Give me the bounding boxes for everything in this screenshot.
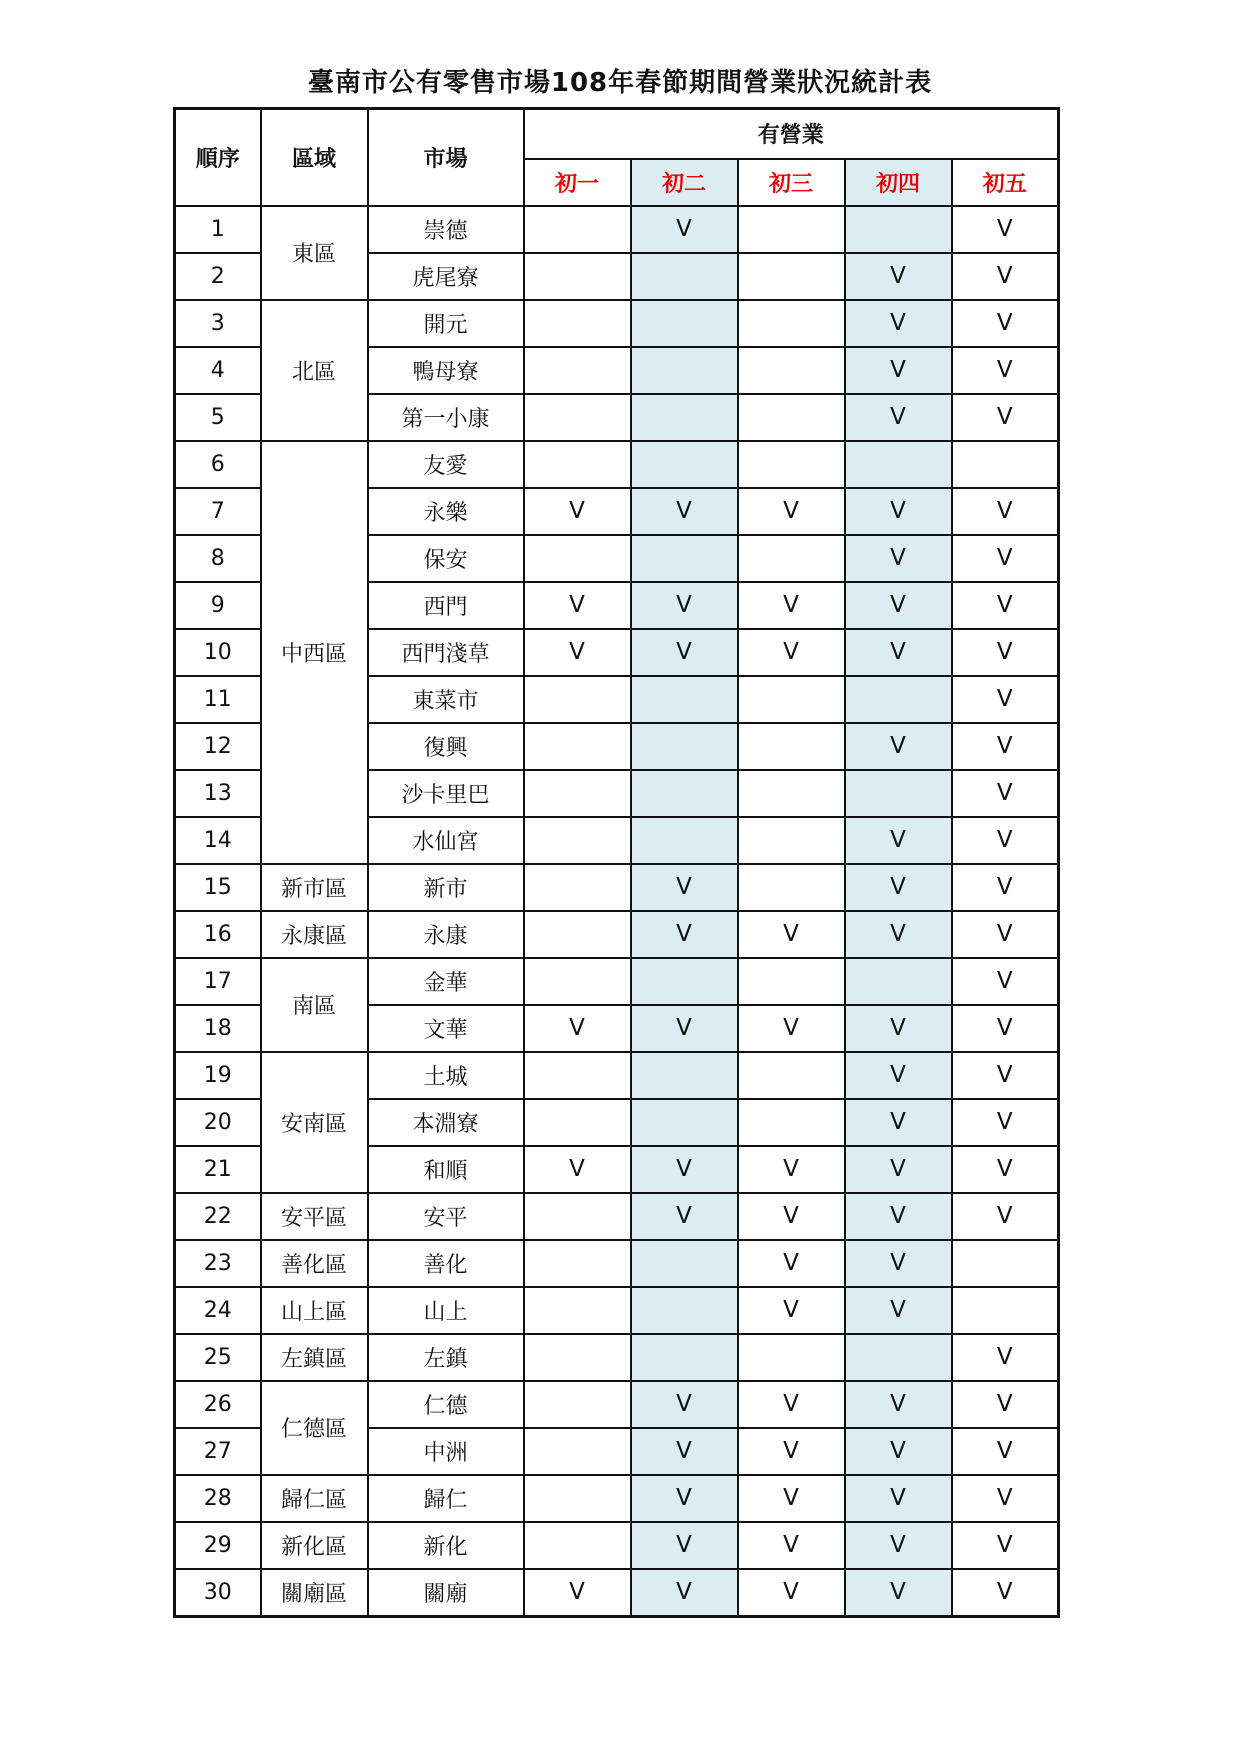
- open-mark-cell: V: [845, 1099, 952, 1146]
- open-mark-cell: V: [738, 629, 845, 676]
- open-mark-cell: V: [631, 911, 738, 958]
- open-mark-cell: V: [738, 911, 845, 958]
- market-cell: 崇德: [368, 206, 524, 253]
- open-mark-cell: [952, 441, 1059, 488]
- open-mark-cell: [738, 958, 845, 1005]
- open-mark-cell: [631, 1052, 738, 1099]
- open-mark-cell: V: [952, 1522, 1059, 1569]
- open-mark-cell: [738, 253, 845, 300]
- open-mark-cell: V: [845, 1240, 952, 1287]
- open-mark-cell: [738, 770, 845, 817]
- open-mark-cell: V: [845, 300, 952, 347]
- open-mark-cell: V: [952, 582, 1059, 629]
- district-cell: 關廟區: [261, 1569, 368, 1617]
- table-row: [175, 1287, 1059, 1334]
- district-cell: 南區: [261, 958, 368, 1052]
- open-mark-cell: V: [524, 582, 631, 629]
- seq-cell: 9: [175, 582, 261, 629]
- open-mark-cell: V: [738, 1240, 845, 1287]
- market-cell: 土城: [368, 1052, 524, 1099]
- market-cell: 關廟: [368, 1569, 524, 1617]
- open-mark-cell: V: [845, 1052, 952, 1099]
- market-cell: 山上: [368, 1287, 524, 1334]
- market-cell: 沙卡里巴: [368, 770, 524, 817]
- open-mark-cell: V: [845, 488, 952, 535]
- open-mark-cell: [952, 1240, 1059, 1287]
- seq-cell: 21: [175, 1146, 261, 1193]
- open-mark-cell: [524, 676, 631, 723]
- open-mark-cell: [524, 1475, 631, 1522]
- market-cell: 友愛: [368, 441, 524, 488]
- open-mark-cell: [738, 864, 845, 911]
- open-mark-cell: V: [952, 300, 1059, 347]
- seq-cell: 18: [175, 1005, 261, 1052]
- district-cell: 善化區: [261, 1240, 368, 1287]
- open-mark-cell: V: [845, 582, 952, 629]
- seq-cell: 14: [175, 817, 261, 864]
- open-mark-cell: [524, 1287, 631, 1334]
- seq-cell: 2: [175, 253, 261, 300]
- open-mark-cell: [631, 535, 738, 582]
- open-mark-cell: V: [631, 582, 738, 629]
- district-cell: 仁德區: [261, 1381, 368, 1475]
- district-cell: 中西區: [261, 441, 368, 864]
- open-mark-cell: [631, 253, 738, 300]
- open-mark-cell: [845, 206, 952, 253]
- market-cell: 新化: [368, 1522, 524, 1569]
- open-mark-cell: V: [952, 1052, 1059, 1099]
- open-mark-cell: [524, 253, 631, 300]
- open-mark-cell: V: [738, 1005, 845, 1052]
- open-mark-cell: V: [845, 1428, 952, 1475]
- open-mark-cell: [524, 206, 631, 253]
- open-mark-cell: [631, 1099, 738, 1146]
- open-mark-cell: V: [738, 1287, 845, 1334]
- open-mark-cell: V: [952, 1099, 1059, 1146]
- open-mark-cell: V: [738, 1522, 845, 1569]
- open-mark-cell: V: [631, 629, 738, 676]
- open-mark-cell: [524, 1240, 631, 1287]
- open-mark-cell: [738, 1052, 845, 1099]
- day-header: 初四: [845, 159, 952, 206]
- open-mark-cell: V: [952, 770, 1059, 817]
- open-mark-cell: [738, 347, 845, 394]
- market-cell: 開元: [368, 300, 524, 347]
- open-mark-cell: V: [845, 347, 952, 394]
- open-mark-cell: V: [952, 1146, 1059, 1193]
- open-mark-cell: [631, 723, 738, 770]
- open-mark-cell: [524, 1381, 631, 1428]
- table-row: [175, 1522, 1059, 1569]
- table-row: [175, 1240, 1059, 1287]
- open-mark-cell: [631, 817, 738, 864]
- table-row: [175, 300, 1059, 347]
- market-cell: 水仙宮: [368, 817, 524, 864]
- market-cell: 中洲: [368, 1428, 524, 1475]
- day-header: 初五: [952, 159, 1059, 206]
- open-mark-cell: [524, 1522, 631, 1569]
- table-row: [175, 441, 1059, 488]
- open-mark-cell: [524, 300, 631, 347]
- open-mark-cell: V: [952, 394, 1059, 441]
- open-mark-cell: [952, 1287, 1059, 1334]
- seq-cell: 16: [175, 911, 261, 958]
- open-mark-cell: V: [738, 1428, 845, 1475]
- open-mark-cell: [524, 441, 631, 488]
- seq-cell: 19: [175, 1052, 261, 1099]
- open-mark-cell: [524, 958, 631, 1005]
- open-mark-cell: [631, 1287, 738, 1334]
- open-mark-cell: V: [738, 488, 845, 535]
- table-row: [175, 1569, 1059, 1617]
- open-mark-cell: [845, 770, 952, 817]
- district-cell: 左鎮區: [261, 1334, 368, 1381]
- market-cell: 仁德: [368, 1381, 524, 1428]
- market-cell: 金華: [368, 958, 524, 1005]
- market-cell: 永樂: [368, 488, 524, 535]
- district-cell: 歸仁區: [261, 1475, 368, 1522]
- open-mark-cell: [738, 300, 845, 347]
- open-mark-cell: [738, 206, 845, 253]
- open-mark-cell: [524, 1099, 631, 1146]
- district-cell: 安平區: [261, 1193, 368, 1240]
- day-header: 初一: [524, 159, 631, 206]
- open-mark-cell: V: [631, 1428, 738, 1475]
- open-mark-cell: [738, 394, 845, 441]
- district-cell: 永康區: [261, 911, 368, 958]
- table-row: [175, 1052, 1059, 1099]
- district-header: 區域: [261, 109, 368, 206]
- seq-cell: 29: [175, 1522, 261, 1569]
- open-mark-cell: V: [845, 1569, 952, 1617]
- market-cell: 善化: [368, 1240, 524, 1287]
- table-row: [175, 911, 1059, 958]
- open-mark-cell: [524, 1428, 631, 1475]
- open-mark-cell: [524, 535, 631, 582]
- open-mark-cell: [524, 1193, 631, 1240]
- market-cell: 歸仁: [368, 1475, 524, 1522]
- open-mark-cell: V: [524, 1146, 631, 1193]
- open-mark-cell: [738, 1334, 845, 1381]
- open-mark-cell: V: [845, 629, 952, 676]
- open-mark-cell: V: [845, 253, 952, 300]
- open-mark-cell: V: [738, 1569, 845, 1617]
- header-row-1: [175, 109, 1059, 159]
- open-mark-cell: V: [738, 1193, 845, 1240]
- open-mark-cell: V: [845, 864, 952, 911]
- district-cell: 安南區: [261, 1052, 368, 1193]
- open-mark-cell: V: [631, 1381, 738, 1428]
- open-mark-cell: [631, 1240, 738, 1287]
- open-mark-cell: [524, 723, 631, 770]
- open-mark-cell: V: [631, 488, 738, 535]
- open-mark-cell: V: [524, 1569, 631, 1617]
- open-mark-cell: V: [524, 488, 631, 535]
- open-mark-cell: [845, 676, 952, 723]
- open-mark-cell: V: [845, 817, 952, 864]
- seq-cell: 24: [175, 1287, 261, 1334]
- open-mark-cell: V: [631, 1522, 738, 1569]
- open-mark-cell: V: [524, 629, 631, 676]
- seq-cell: 30: [175, 1569, 261, 1617]
- open-mark-cell: V: [952, 535, 1059, 582]
- open-mark-cell: V: [631, 1475, 738, 1522]
- open-mark-cell: [631, 770, 738, 817]
- open-mark-cell: V: [952, 1569, 1059, 1617]
- table-row: [175, 864, 1059, 911]
- market-cell: 本淵寮: [368, 1099, 524, 1146]
- open-mark-cell: V: [845, 1475, 952, 1522]
- open-mark-cell: V: [952, 723, 1059, 770]
- seq-cell: 6: [175, 441, 261, 488]
- table-row: [175, 1475, 1059, 1522]
- seq-header: 順序: [175, 109, 261, 206]
- open-mark-cell: V: [631, 1146, 738, 1193]
- open-mark-cell: V: [952, 911, 1059, 958]
- open-mark-cell: [524, 817, 631, 864]
- district-cell: 新化區: [261, 1522, 368, 1569]
- open-mark-cell: [524, 770, 631, 817]
- open-mark-cell: V: [738, 582, 845, 629]
- market-cell: 第一小康: [368, 394, 524, 441]
- open-mark-cell: [738, 723, 845, 770]
- open-mark-cell: V: [845, 911, 952, 958]
- market-cell: 東菜市: [368, 676, 524, 723]
- open-mark-cell: [631, 300, 738, 347]
- open-mark-cell: V: [952, 1005, 1059, 1052]
- open-mark-cell: V: [631, 206, 738, 253]
- table-row: [175, 1381, 1059, 1428]
- open-mark-cell: V: [631, 1569, 738, 1617]
- open-mark-cell: V: [952, 1193, 1059, 1240]
- open-mark-cell: V: [952, 488, 1059, 535]
- open-mark-cell: V: [952, 1334, 1059, 1381]
- seq-cell: 27: [175, 1428, 261, 1475]
- open-mark-cell: [524, 864, 631, 911]
- page-title: 臺南市公有零售市場108年春節期間營業狀況統計表: [307, 68, 933, 98]
- seq-cell: 26: [175, 1381, 261, 1428]
- market-status-table: [173, 107, 1060, 1618]
- open-mark-cell: [738, 676, 845, 723]
- open-mark-cell: V: [845, 1005, 952, 1052]
- market-cell: 新市: [368, 864, 524, 911]
- open-mark-cell: [738, 817, 845, 864]
- market-cell: 和順: [368, 1146, 524, 1193]
- seq-cell: 7: [175, 488, 261, 535]
- seq-cell: 5: [175, 394, 261, 441]
- open-group-header: 有營業: [524, 109, 1059, 159]
- seq-cell: 25: [175, 1334, 261, 1381]
- open-mark-cell: V: [845, 1522, 952, 1569]
- seq-cell: 3: [175, 300, 261, 347]
- open-mark-cell: [524, 911, 631, 958]
- seq-cell: 11: [175, 676, 261, 723]
- market-cell: 復興: [368, 723, 524, 770]
- open-mark-cell: [738, 1099, 845, 1146]
- seq-cell: 12: [175, 723, 261, 770]
- open-mark-cell: [631, 676, 738, 723]
- open-mark-cell: V: [952, 206, 1059, 253]
- market-cell: 鴨母寮: [368, 347, 524, 394]
- day-header: 初三: [738, 159, 845, 206]
- open-mark-cell: V: [631, 864, 738, 911]
- open-mark-cell: [845, 1334, 952, 1381]
- district-cell: 山上區: [261, 1287, 368, 1334]
- open-mark-cell: V: [524, 1005, 631, 1052]
- open-mark-cell: [524, 1334, 631, 1381]
- market-cell: 文華: [368, 1005, 524, 1052]
- open-mark-cell: V: [952, 817, 1059, 864]
- seq-cell: 23: [175, 1240, 261, 1287]
- seq-cell: 15: [175, 864, 261, 911]
- seq-cell: 28: [175, 1475, 261, 1522]
- seq-cell: 10: [175, 629, 261, 676]
- open-mark-cell: [845, 958, 952, 1005]
- open-mark-cell: [738, 535, 845, 582]
- district-cell: 新市區: [261, 864, 368, 911]
- seq-cell: 20: [175, 1099, 261, 1146]
- open-mark-cell: V: [952, 1381, 1059, 1428]
- open-mark-cell: V: [738, 1475, 845, 1522]
- open-mark-cell: V: [952, 253, 1059, 300]
- open-mark-cell: [738, 441, 845, 488]
- open-mark-cell: V: [845, 1146, 952, 1193]
- open-mark-cell: V: [845, 723, 952, 770]
- open-mark-cell: V: [845, 535, 952, 582]
- open-mark-cell: V: [952, 347, 1059, 394]
- open-mark-cell: V: [952, 629, 1059, 676]
- open-mark-cell: V: [952, 676, 1059, 723]
- open-mark-cell: V: [845, 1193, 952, 1240]
- open-mark-cell: V: [631, 1005, 738, 1052]
- open-mark-cell: V: [845, 1381, 952, 1428]
- open-mark-cell: V: [952, 1428, 1059, 1475]
- open-mark-cell: V: [631, 1193, 738, 1240]
- market-cell: 虎尾寮: [368, 253, 524, 300]
- market-cell: 左鎮: [368, 1334, 524, 1381]
- seq-cell: 22: [175, 1193, 261, 1240]
- open-mark-cell: [631, 347, 738, 394]
- seq-cell: 13: [175, 770, 261, 817]
- open-mark-cell: V: [738, 1381, 845, 1428]
- open-mark-cell: V: [845, 394, 952, 441]
- open-mark-cell: V: [952, 864, 1059, 911]
- day-header: 初二: [631, 159, 738, 206]
- open-mark-cell: [631, 1334, 738, 1381]
- open-mark-cell: [524, 1052, 631, 1099]
- market-cell: 西門淺草: [368, 629, 524, 676]
- open-mark-cell: V: [738, 1146, 845, 1193]
- district-cell: 北區: [261, 300, 368, 441]
- open-mark-cell: [524, 394, 631, 441]
- market-cell: 西門: [368, 582, 524, 629]
- seq-cell: 1: [175, 206, 261, 253]
- market-cell: 保安: [368, 535, 524, 582]
- open-mark-cell: [524, 347, 631, 394]
- open-mark-cell: V: [952, 1475, 1059, 1522]
- table-body: [175, 206, 1059, 1617]
- open-mark-cell: V: [952, 958, 1059, 1005]
- open-mark-cell: [631, 394, 738, 441]
- market-cell: 永康: [368, 911, 524, 958]
- open-mark-cell: V: [845, 1287, 952, 1334]
- seq-cell: 17: [175, 958, 261, 1005]
- table-row: [175, 1193, 1059, 1240]
- table-row: [175, 958, 1059, 1005]
- open-mark-cell: [631, 441, 738, 488]
- open-mark-cell: [845, 441, 952, 488]
- open-mark-cell: [631, 958, 738, 1005]
- market-cell: 安平: [368, 1193, 524, 1240]
- table-row: [175, 1334, 1059, 1381]
- table-row: [175, 206, 1059, 253]
- market-header: 市場: [368, 109, 524, 206]
- district-cell: 東區: [261, 206, 368, 300]
- seq-cell: 4: [175, 347, 261, 394]
- seq-cell: 8: [175, 535, 261, 582]
